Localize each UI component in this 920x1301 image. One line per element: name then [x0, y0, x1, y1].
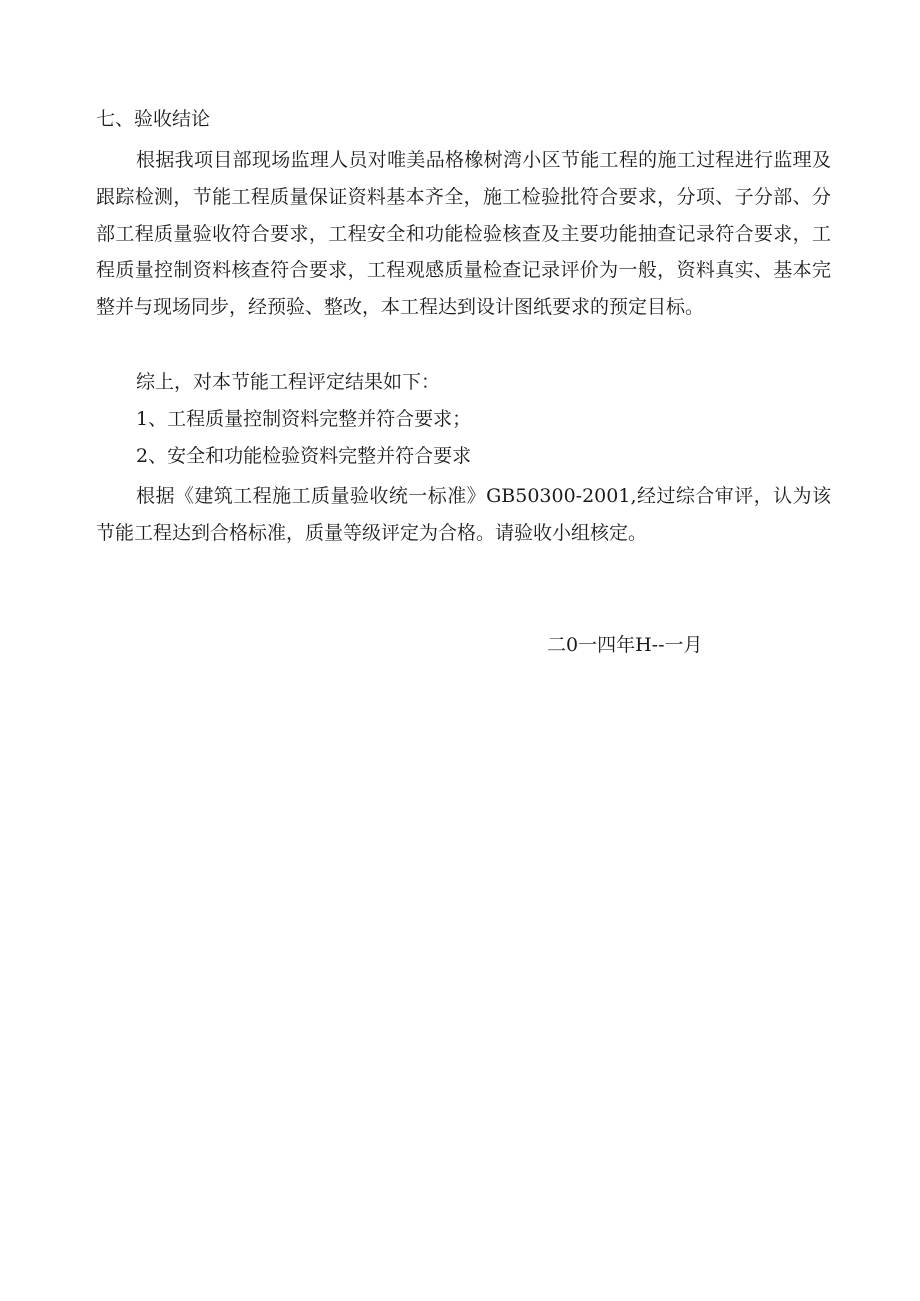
summary-intro: 综上，对本节能工程评定结果如下： — [136, 371, 441, 393]
document-date: 二0一四年H--一月 — [547, 634, 703, 656]
section-title: 七、验收结论 — [96, 108, 211, 130]
result-item-1: 1、工程质量控制资料完整并符合要求； — [136, 408, 472, 430]
conclusion-paragraph: 根据我项目部现场监理人员对唯美品格橡树湾小区节能工程的施工过程进行监理及跟踪检测，节能工程质量保证资料基本齐全，施工检验批符合要求，分项、子分部、分部工程质量验收符合要求，工程安全和功能检验核查及主要功能抽查记录符合要求，工程质量控制资料核查符合要求，工程观感质量检查记录评价为一般，资料真实、基本完整并与现场同步，经预验、整改，本工程达到设计图纸要求的预定目标。 — [96, 149, 831, 319]
assessment-paragraph: 根据《建筑工程施工质量验收统一标准》GB50300-2001,经过综合审评，认为该节能工程达到合格标准，质量等级评定为合格。请验收小组核定。 — [96, 485, 831, 544]
result-item-2: 2、安全和功能检验资料完整并符合要求 — [136, 445, 472, 467]
